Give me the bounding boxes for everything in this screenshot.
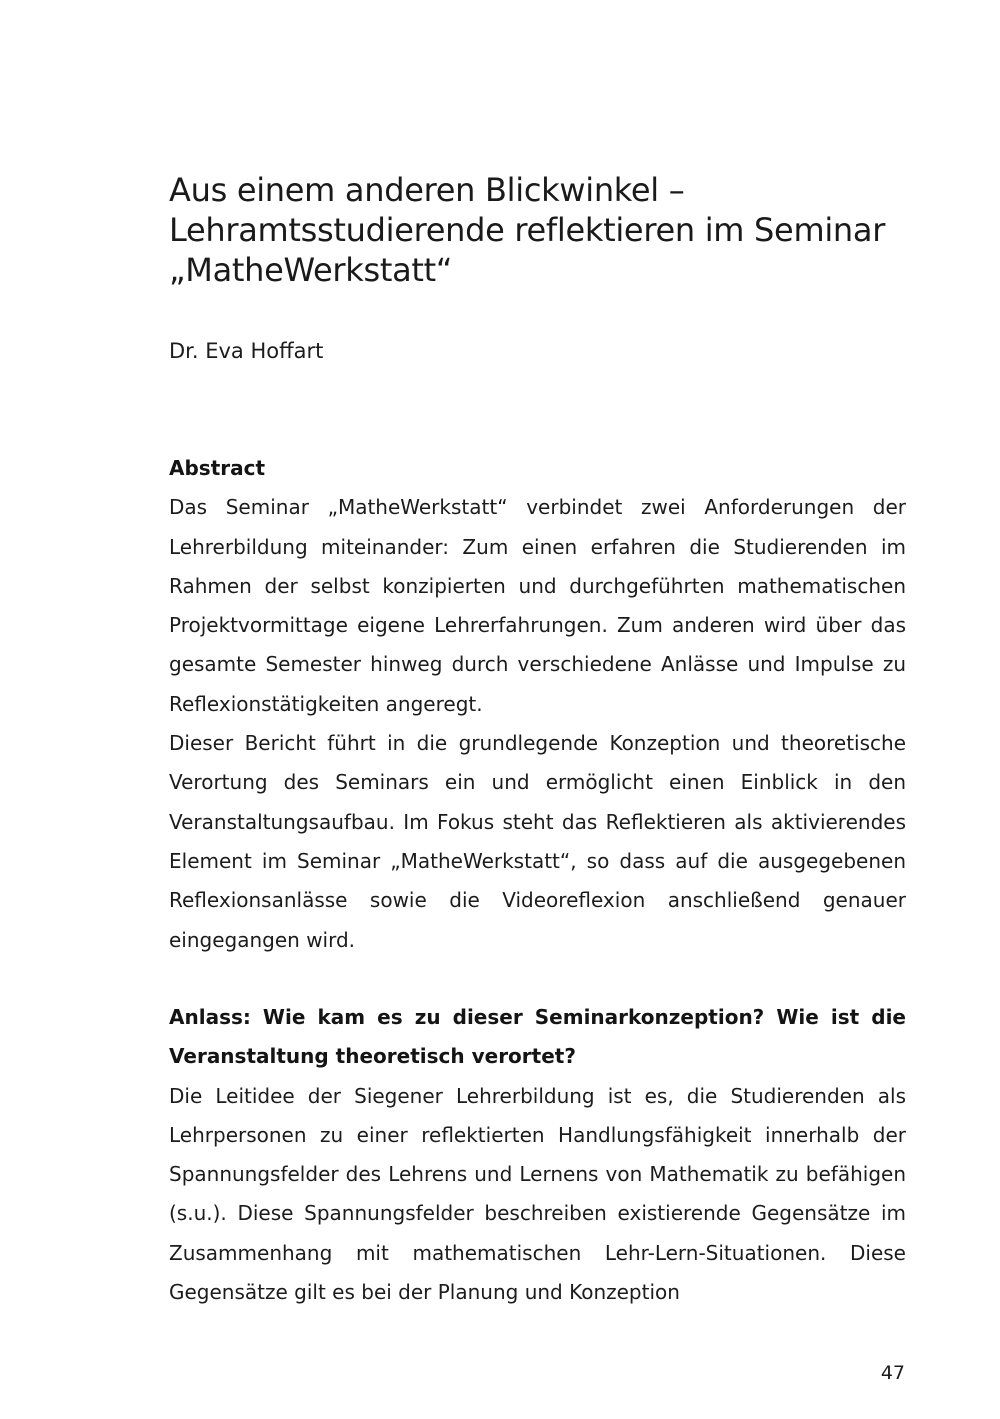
abstract-section — [169, 449, 906, 960]
abstract-paragraph: Dieser Bericht führt in die grundlegende Konzeption und theoretische Verortung des Seminars ein und ermöglicht einen Einblick in den Veranstaltungsaufbau. Im Fokus steht das Reflektieren als aktivierendes Element im Seminar „MatheWerkstatt“, so dass auf die ausgegebenen Reflexionsanlässe sowie die Videoreflexion anschließend genauer eingegangen wird. — [169, 731, 906, 952]
article-title-line: „MatheWerkstatt“ — [169, 251, 453, 289]
author-name: Dr. Eva Hoffart — [169, 339, 324, 363]
anlass-section — [169, 998, 906, 1312]
page-number: 47 — [880, 1362, 905, 1384]
article-title-line: Lehramtsstudierende reflektieren im Seminar — [169, 211, 886, 249]
article-title-line: Aus einem anderen Blickwinkel – — [169, 171, 685, 209]
article-title — [169, 170, 929, 290]
section-heading: Anlass: Wie kam es zu dieser Seminarkonzeption? Wie ist die Veranstaltung theoretisch verortet? — [169, 1005, 906, 1069]
abstract-paragraph: Das Seminar „MatheWerkstatt“ verbindet zwei Anforderungen der Lehrerbildung miteinander: Zum einen erfahren die Studierenden im Rahmen der selbst konzipierten und durchgeführten mathematischen Projektvormittage eigene Lehrerfahrungen. Zum anderen wird über das gesamte Semester hinweg durch verschiedene Anlässe und Impulse zu Reflexionstätigkeiten angeregt. — [169, 495, 906, 716]
abstract-heading: Abstract — [169, 456, 266, 480]
section-paragraph: Die Leitidee der Siegener Lehrerbildung ist es, die Studierenden als Lehrpersonen zu einer reflektierten Handlungsfähigkeit innerhalb der Spannungsfelder des Lehrens und Lernens von Mathematik zu befähigen (s.u.). Diese Spannungsfelder beschreiben existierende Gegensätze im Zusammenhang mit mathematischen Lehr-Lern-Situationen. Diese Gegensätze gilt es bei der Planung und Konzeption — [169, 1083, 906, 1305]
